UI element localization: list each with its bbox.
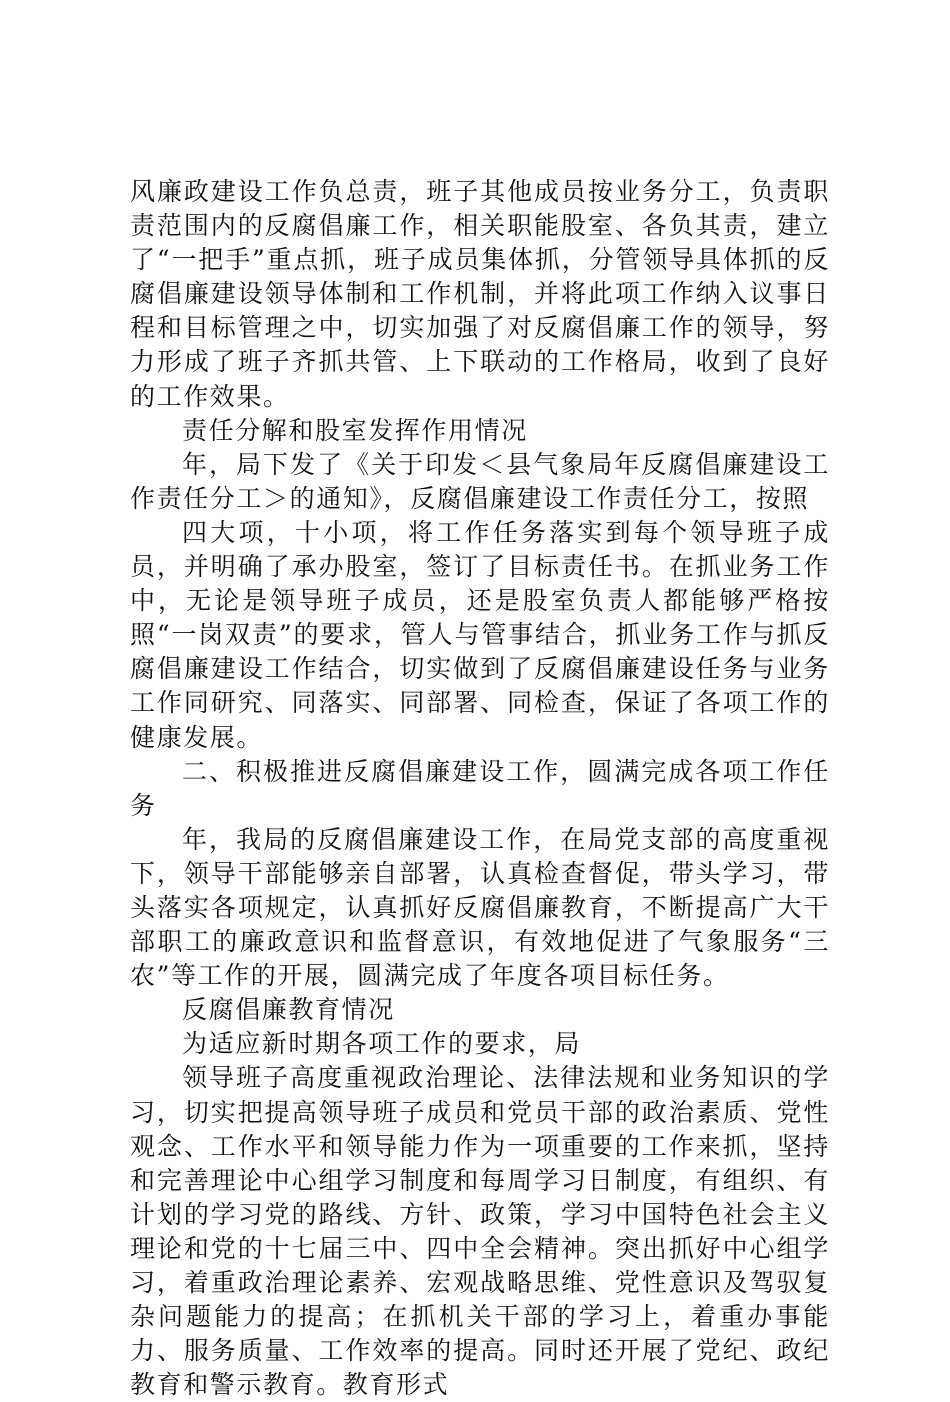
paragraph-6: 年，我局的反腐倡廉建设工作，在局党支部的高度重视下，领导干部能够亲自部署，认真检查督促，带头学习，带头落实各项规定，认真抓好反腐倡廉教育，不断提高广大干部职工的廉政意识和监督意识，有效地促进了气象服务“三农”等工作的开展，圆满完成了年度各项目标任务。 [130,824,830,991]
paragraph-4: 四大项，十小项，将工作任务落实到每个领导班子成员，并明确了承办股室，签订了目标责任书。在抓业务工作中，无论是领导班子成员，还是股室负责人都能够严格按照“一岗双责”的要求，管人与管事结合，抓业务工作与抓反腐倡廉建设工作结合，切实做到了反腐倡廉建设任务与业务工作同研究、同落实、同部署、同检查，保证了各项工作的健康发展。 [130,517,830,752]
paragraph-1: 风廉政建设工作负总责，班子其他成员按业务分工，负责职责范围内的反腐倡廉工作，相关职能股室、各负其责，建立了“一把手”重点抓，班子成员集体抓，分管领导具体抓的反腐倡廉建设领导体制和工作机制，并将此项工作纳入议事日程和目标管理之中，切实加强了对反腐倡廉工作的领导，努力形成了班子齐抓共管、上下联动的工作格局，收到了良好的工作效果。 [130,177,830,411]
paragraph-8: 为适应新时期各项工作的要求，局 [182,1029,582,1059]
section-heading-2: 二、积极推进反腐倡廉建设工作，圆满完成各项工作任务 [130,756,830,820]
paragraph-2: 责任分解和股室发挥作用情况 [182,415,528,445]
paragraph-9: 领导班子高度重视政治理论、法律法规和业务知识的学习，切实把提高领导班子成员和党员干部的政治素质、党性观念、工作水平和领导能力作为一项重要的工作来抓，坚持和完善理论中心组学习制度和每周学习日制度，有组织、有计划的学习党的路线、方针、政策，学习中国特色社会主义理论和党的十七届三中、四中全会精神。突出抓好中心组学习，着重政治理论素养、宏观战略思维、党性意识及驾驭复杂问题能力的提高；在抓机关干部的学习上，着重办事能力、服务质量、工作效率的提高。同时还开展了党纪、政纪教育和警示教育。教育形式 [130,1063,830,1400]
document-body [130,175,830,1402]
paragraph-3: 年，局下发了《关于印发＜县气象局年反腐倡廉建设工作责任分工＞的通知》，反腐倡廉建设工作责任分工，按照 [130,449,830,513]
paragraph-7: 反腐倡廉教育情况 [182,995,395,1025]
